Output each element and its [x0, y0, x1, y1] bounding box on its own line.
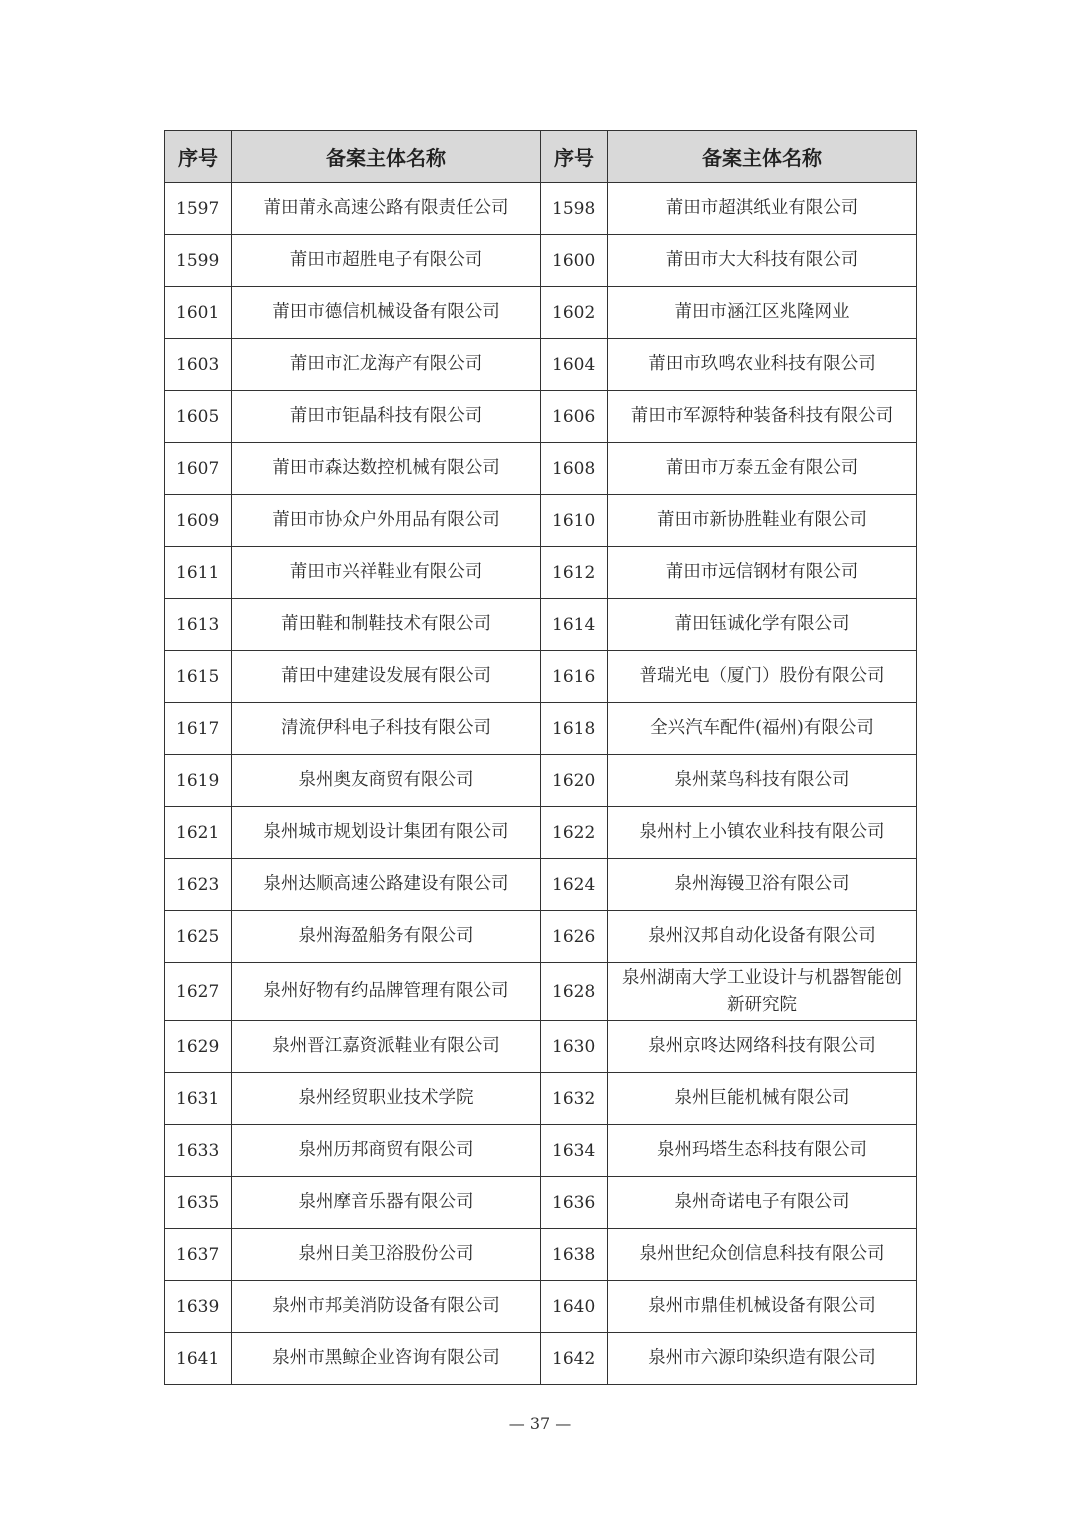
row-serial-right: 1630	[541, 1021, 608, 1073]
row-entity-name-right: 泉州京咚达网络科技有限公司	[608, 1021, 917, 1073]
row-serial-left: 1639	[165, 1281, 232, 1333]
row-serial-right: 1642	[541, 1333, 608, 1385]
row-entity-name-right: 泉州村上小镇农业科技有限公司	[608, 807, 917, 859]
row-serial-left: 1641	[165, 1333, 232, 1385]
table-row	[165, 183, 917, 235]
row-entity-name-left: 莆田市兴祥鞋业有限公司	[232, 547, 541, 599]
row-serial-left: 1625	[165, 911, 232, 963]
row-serial-left: 1611	[165, 547, 232, 599]
row-serial-left: 1599	[165, 235, 232, 287]
row-serial-left: 1623	[165, 859, 232, 911]
row-serial-left: 1607	[165, 443, 232, 495]
row-serial-right: 1632	[541, 1073, 608, 1125]
row-serial-left: 1617	[165, 703, 232, 755]
row-entity-name-left: 泉州市邦美消防设备有限公司	[232, 1281, 541, 1333]
row-entity-name-right: 莆田市涵江区兆隆网业	[608, 287, 917, 339]
row-serial-right: 1608	[541, 443, 608, 495]
row-serial-right: 1638	[541, 1229, 608, 1281]
table-row	[165, 391, 917, 443]
row-serial-left: 1633	[165, 1125, 232, 1177]
table-row	[165, 339, 917, 391]
row-serial-right: 1620	[541, 755, 608, 807]
row-serial-right: 1610	[541, 495, 608, 547]
row-entity-name-right: 泉州市六源印染织造有限公司	[608, 1333, 917, 1385]
row-serial-right: 1634	[541, 1125, 608, 1177]
row-entity-name-right: 莆田市军源特种装备科技有限公司	[608, 391, 917, 443]
row-entity-name-right: 莆田市超淇纸业有限公司	[608, 183, 917, 235]
header-serial-right: 序号	[541, 131, 608, 183]
table-row	[165, 443, 917, 495]
table-body	[165, 183, 917, 1385]
header-entity-name-left: 备案主体名称	[232, 131, 541, 183]
row-entity-name-right: 泉州菜鸟科技有限公司	[608, 755, 917, 807]
row-serial-right: 1606	[541, 391, 608, 443]
table-row	[165, 1229, 917, 1281]
row-entity-name-right: 泉州汉邦自动化设备有限公司	[608, 911, 917, 963]
row-entity-name-left: 泉州历邦商贸有限公司	[232, 1125, 541, 1177]
row-serial-left: 1637	[165, 1229, 232, 1281]
row-entity-name-left: 泉州市黑鲸企业咨询有限公司	[232, 1333, 541, 1385]
row-entity-name-left: 莆田市汇龙海产有限公司	[232, 339, 541, 391]
row-serial-left: 1615	[165, 651, 232, 703]
row-serial-right: 1636	[541, 1177, 608, 1229]
row-entity-name-left: 莆田市钜晶科技有限公司	[232, 391, 541, 443]
row-entity-name-left: 泉州海盈船务有限公司	[232, 911, 541, 963]
row-entity-name-left: 泉州摩音乐器有限公司	[232, 1177, 541, 1229]
row-entity-name-right: 全兴汽车配件(福州)有限公司	[608, 703, 917, 755]
table-row	[165, 1021, 917, 1073]
row-serial-right: 1618	[541, 703, 608, 755]
row-serial-left: 1613	[165, 599, 232, 651]
row-entity-name-right: 泉州奇诺电子有限公司	[608, 1177, 917, 1229]
row-serial-left: 1635	[165, 1177, 232, 1229]
row-entity-name-right: 莆田市大大科技有限公司	[608, 235, 917, 287]
row-entity-name-left: 清流伊科电子科技有限公司	[232, 703, 541, 755]
table-row	[165, 651, 917, 703]
row-serial-left: 1597	[165, 183, 232, 235]
table-row	[165, 755, 917, 807]
registry-table	[164, 130, 917, 1385]
table-row	[165, 963, 917, 1021]
row-entity-name-left: 莆田市协众户外用品有限公司	[232, 495, 541, 547]
row-serial-right: 1628	[541, 963, 608, 1021]
row-serial-left: 1621	[165, 807, 232, 859]
row-entity-name-right: 莆田市远信钢材有限公司	[608, 547, 917, 599]
row-serial-left: 1631	[165, 1073, 232, 1125]
row-entity-name-right: 泉州市鼎佳机械设备有限公司	[608, 1281, 917, 1333]
row-entity-name-right: 泉州巨能机械有限公司	[608, 1073, 917, 1125]
table-row	[165, 1281, 917, 1333]
table-row	[165, 807, 917, 859]
row-entity-name-right: 莆田市玖鸣农业科技有限公司	[608, 339, 917, 391]
row-serial-left: 1603	[165, 339, 232, 391]
row-serial-left: 1609	[165, 495, 232, 547]
table-row	[165, 599, 917, 651]
table-row	[165, 703, 917, 755]
row-entity-name-left: 泉州达顺高速公路建设有限公司	[232, 859, 541, 911]
row-entity-name-right: 泉州湖南大学工业设计与机器智能创新研究院	[608, 963, 917, 1021]
row-entity-name-left: 泉州经贸职业技术学院	[232, 1073, 541, 1125]
row-entity-name-right: 泉州海镘卫浴有限公司	[608, 859, 917, 911]
table-row	[165, 547, 917, 599]
table-row	[165, 495, 917, 547]
row-entity-name-right: 泉州玛塔生态科技有限公司	[608, 1125, 917, 1177]
table-row	[165, 287, 917, 339]
row-serial-left: 1629	[165, 1021, 232, 1073]
header-serial-left: 序号	[165, 131, 232, 183]
row-entity-name-left: 泉州晋江嘉资派鞋业有限公司	[232, 1021, 541, 1073]
row-serial-right: 1604	[541, 339, 608, 391]
row-entity-name-left: 泉州日美卫浴股份公司	[232, 1229, 541, 1281]
row-entity-name-left: 泉州城市规划设计集团有限公司	[232, 807, 541, 859]
row-serial-right: 1612	[541, 547, 608, 599]
table-row	[165, 1177, 917, 1229]
table-row	[165, 1073, 917, 1125]
row-entity-name-left: 莆田莆永高速公路有限责任公司	[232, 183, 541, 235]
row-serial-left: 1605	[165, 391, 232, 443]
row-entity-name-right: 莆田市万泰五金有限公司	[608, 443, 917, 495]
row-entity-name-right: 泉州世纪众创信息科技有限公司	[608, 1229, 917, 1281]
page-number: — 37 —	[508, 1414, 572, 1433]
row-serial-right: 1598	[541, 183, 608, 235]
row-serial-right: 1600	[541, 235, 608, 287]
table-header-row	[165, 131, 917, 183]
row-entity-name-right: 莆田钰诚化学有限公司	[608, 599, 917, 651]
table-row	[165, 1333, 917, 1385]
row-serial-right: 1602	[541, 287, 608, 339]
row-serial-right: 1624	[541, 859, 608, 911]
row-entity-name-right: 普瑞光电（厦门）股份有限公司	[608, 651, 917, 703]
row-entity-name-left: 莆田中建建设发展有限公司	[232, 651, 541, 703]
row-serial-right: 1640	[541, 1281, 608, 1333]
table-row	[165, 235, 917, 287]
row-entity-name-left: 莆田鞋和制鞋技术有限公司	[232, 599, 541, 651]
row-serial-left: 1601	[165, 287, 232, 339]
row-serial-right: 1626	[541, 911, 608, 963]
table-row	[165, 911, 917, 963]
table-row	[165, 859, 917, 911]
row-serial-left: 1627	[165, 963, 232, 1021]
row-entity-name-left: 莆田市超胜电子有限公司	[232, 235, 541, 287]
row-serial-left: 1619	[165, 755, 232, 807]
row-serial-right: 1616	[541, 651, 608, 703]
row-entity-name-left: 泉州好物有约品牌管理有限公司	[232, 963, 541, 1021]
row-serial-right: 1622	[541, 807, 608, 859]
header-entity-name-right: 备案主体名称	[608, 131, 917, 183]
row-entity-name-right: 莆田市新协胜鞋业有限公司	[608, 495, 917, 547]
row-entity-name-left: 莆田市德信机械设备有限公司	[232, 287, 541, 339]
row-serial-right: 1614	[541, 599, 608, 651]
table-row	[165, 1125, 917, 1177]
row-entity-name-left: 莆田市森达数控机械有限公司	[232, 443, 541, 495]
row-entity-name-left: 泉州奥友商贸有限公司	[232, 755, 541, 807]
